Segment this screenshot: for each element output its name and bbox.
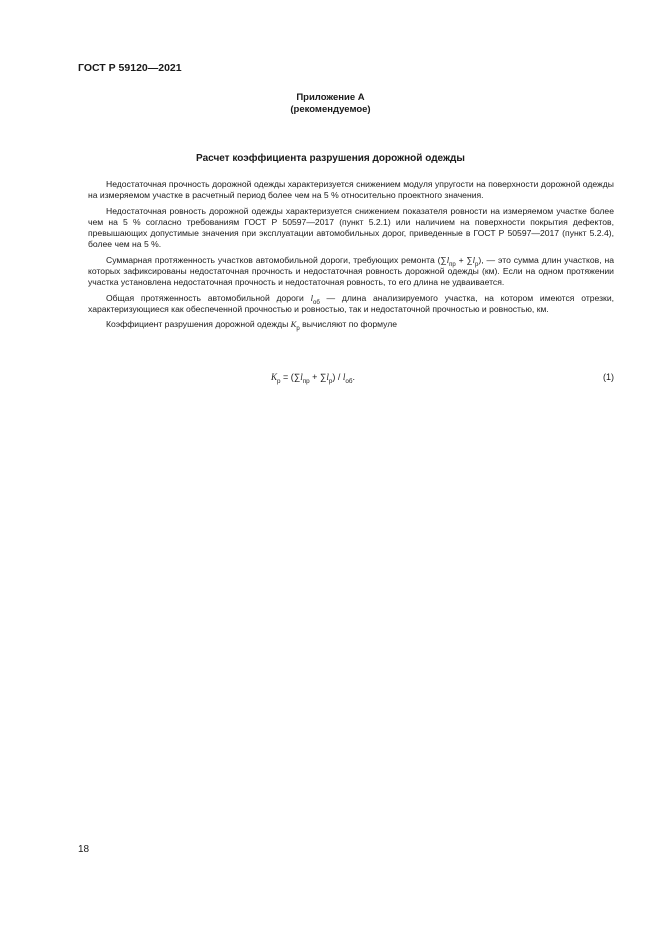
- paragraph-evenness: Недостаточная ровность дорожной одежды характеризуется снижением показателя ровности на измеряемом участке более чем на 5 % согласно требованиям ГОСТ Р 50597—2017 (пункт 5.2.1) или наличием на поверхности покрытия дефектов, превышающих допустимые значения при эксплуатации автомобильных дорог, приведенные в ГОСТ Р 50597—2017 (пункт 5.2.4), более чем на 5 %.: [88, 205, 614, 250]
- page-number: 18: [78, 844, 90, 855]
- formula-number: (1): [603, 372, 614, 382]
- section-title: Расчет коэффициента разрушения дорожной одежды: [196, 153, 465, 164]
- annex-heading: [0, 92, 661, 116]
- annex-title: Приложение А: [296, 92, 365, 103]
- annex-status: (рекомендуемое): [290, 104, 371, 115]
- paragraph-coefficient-intro: Коэффициент разрушения дорожной одежды $K_р$ вычисляют по формуле: [106, 319, 398, 333]
- paragraph-total-repair-length: Суммарная протяженность участков автомобильной дороги, требующих ремонта $(\sum l_{пр} + \sum l_р)$, — это сумма длин участков, на которых зафиксированы недостаточная прочность и недостаточная ровность дорожной одежды (км). Если на одном протяжении участка установлена недостаточная прочность и недостаточная ровность, то его длина не удваивается.: [88, 254, 615, 288]
- paragraph-road-length: Общая протяженность автомобильной дороги $l_{об}$ — длина анализируемого участка, на котором имеются отрезки, характеризующиеся как обеспеченной прочностью и ровностью, так и недостаточной прочностью и ровностью, км.: [88, 292, 615, 314]
- paragraph-strength: Недостаточная прочность дорожной одежды характеризуется снижением модуля упругости на поверхности дорожной одежды на измеряемом участке в расчетный период более чем на 5 % относительно проектного значения.: [88, 179, 614, 201]
- body-text: [88, 179, 614, 335]
- formula-expression: $K_р = (\sum l_{пр} + \sum l_р) / l_{об}$.: [271, 372, 355, 385]
- standard-designation: ГОСТ Р 59120—2021: [78, 62, 182, 74]
